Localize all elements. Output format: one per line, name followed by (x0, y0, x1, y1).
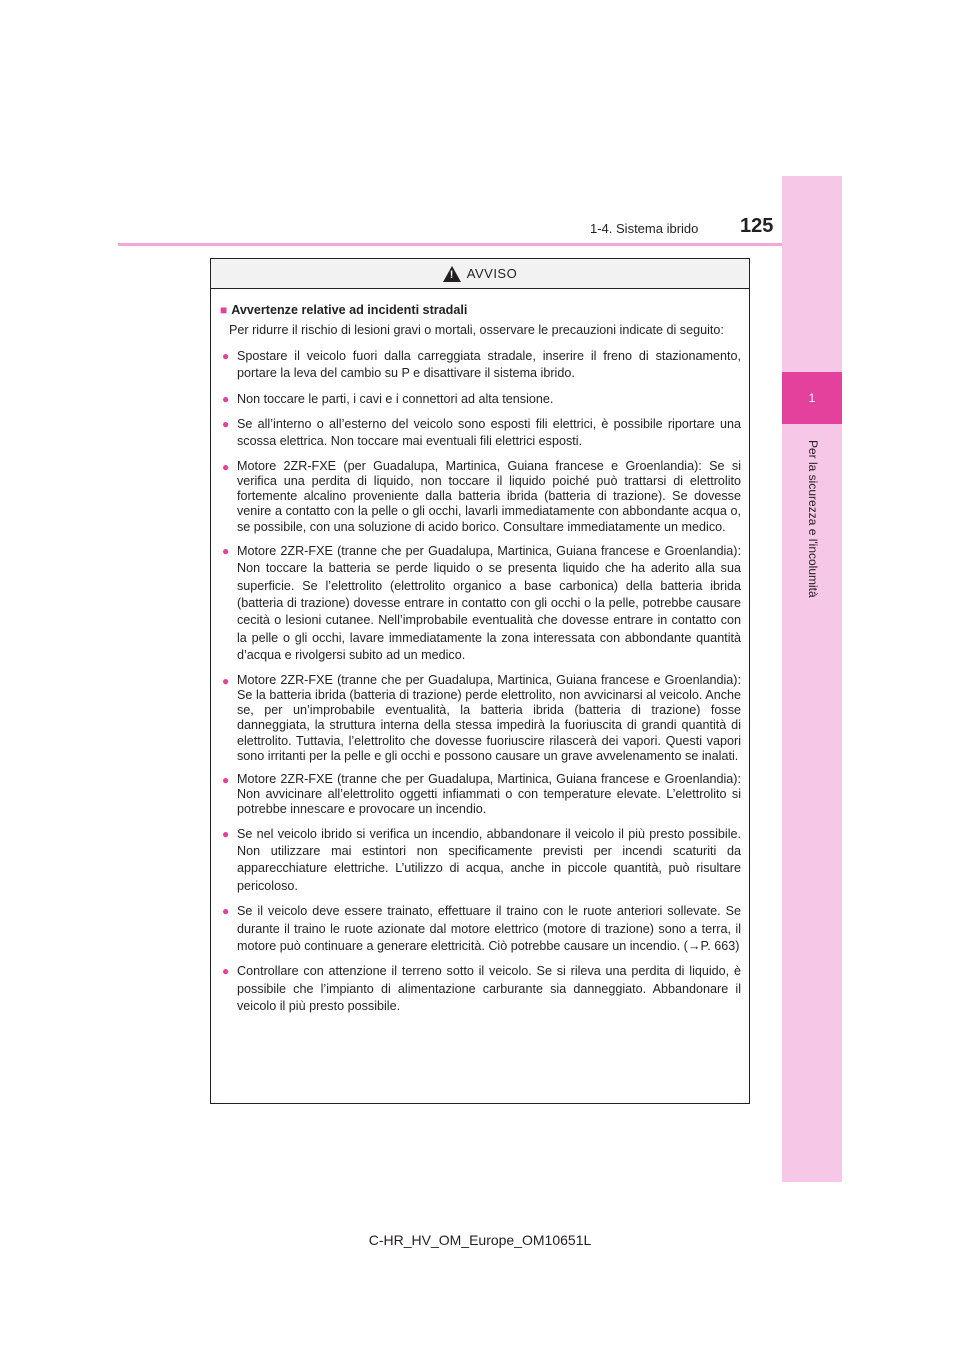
list-item (220, 348, 741, 383)
list-item-text: Non toccare le parti, i cavi e i connettori ad alta tensione. (237, 391, 554, 406)
warning-icon: ! (443, 266, 461, 282)
list-item-text: Controllare con attenzione il terreno sotto il veicolo. Se si rileva una perdita di liquido, è possibile che l’impianto di alimentazione carburante sia danneggiato. Abbandonare il veicolo il più presto possibile. (237, 964, 741, 1014)
warning-box (210, 258, 750, 1104)
list-item-text: Se all’interno o all’esterno del veicolo sono esposti fili elettrici, è possibile riportare una scossa elettrica. Non toccare mai eventuali fili elettrici esposti. (237, 417, 741, 449)
circle-bullet-icon: ● (222, 964, 230, 979)
intro-text: Per ridurre il rischio di lesioni gravi o mortali, osservare le precauzioni indicate di seguito: (229, 323, 724, 338)
list-item (220, 673, 741, 764)
list-item-text: Motore 2ZR-FXE (tranne che per Guadalupa, Martinica, Guiana francese e Groenlandia): Non toccare la batteria se perde liquido o se presenta liquido che ha aderito alla sua superficie. Se l’elettrolito (elettrolito organico a base carbonica) della batteria ibrida (batteria di trazione) dovesse entrare in contatto con gli occhi o la pelle, potrebbe causare cecità o lesioni cutanee. Nell’improbabile eventualità che dovesse entrare in contatto con la pelle o gli occhi, lavare immediatamente la zona interessata con abbondante quantità d’acqua e rivolgersi subito ad un medico. (237, 543, 741, 663)
warning-title: AVVISO (466, 266, 518, 281)
side-section-label: Per la sicurezza e l'incolumità (806, 440, 820, 598)
list-item-text: Spostare il veicolo fuori dalla carreggiata stradale, inserire il freno di stazionamento, portare la leva del cambio su P e disattivare il sistema ibrido. (237, 348, 741, 381)
circle-bullet-icon: ● (222, 459, 230, 474)
list-item (220, 772, 741, 818)
section-title: Avvertenze relative ad incidenti stradali (231, 303, 468, 317)
circle-bullet-icon: ● (222, 417, 230, 432)
warning-header (211, 259, 749, 289)
list-item-text: Se il veicolo deve essere trainato, effettuare il traino con le ruote anteriori sollevate. Se durante il traino le ruote azionate dal motore elettrico (motore di trazione) sono a terra, il motore può continuare a generare elettricità. Ciò potrebbe causare un incendio. (→P. 663) (237, 904, 741, 953)
list-item (220, 903, 741, 955)
circle-bullet-icon: ● (222, 904, 230, 919)
warning-body (211, 289, 749, 1016)
page-number: 125 (740, 215, 774, 237)
header-rule (118, 243, 782, 246)
list-item (220, 963, 741, 1015)
side-tab-number: 1 (782, 372, 842, 424)
list-item (220, 826, 741, 896)
section-heading (220, 302, 741, 319)
list-item (220, 416, 741, 451)
circle-bullet-icon: ● (222, 348, 230, 363)
circle-bullet-icon: ● (222, 391, 230, 406)
list-item-text: Motore 2ZR-FXE (tranne che per Guadalupa, Martinica, Guiana francese e Groenlandia): Non avvicinare all’elettrolito oggetti infiammati o con temperature elevate. L’elettrolito si potrebbe innescare e provocare un incendio. (237, 771, 741, 817)
list-item-text: Se nel veicolo ibrido si verifica un incendio, abbandonare il veicolo il più presto possibile. Non utilizzare mai estintori non specificamente previsti per incendi scaturiti da apparecchiature elettriche. L’utilizzo di acqua, anche in piccole quantità, può risultare pericoloso. (237, 826, 741, 893)
side-tab (782, 176, 842, 1182)
circle-bullet-icon: ● (222, 673, 230, 688)
circle-bullet-icon: ● (222, 826, 230, 841)
circle-bullet-icon: ● (222, 772, 230, 787)
square-bullet-icon: ■ (220, 303, 228, 317)
list-item (220, 391, 741, 408)
chapter-title: 1-4. Sistema ibrido (590, 221, 699, 236)
list-item (220, 543, 741, 665)
list-item-text: Motore 2ZR-FXE (tranne che per Guadalupa, Martinica, Guiana francese e Groenlandia): Se la batteria ibrida (batteria di trazione) perde elettrolito, non avvicinarsi al veicolo. Anche se, per un’improbabile eventualità, la batteria ibrida (batteria di trazione) fosse danneggiata, la struttura interna della stessa impedirà la fuoriuscita di grandi quantità di elettrolito. Tuttavia, l’elettrolito che dovesse fuoriuscire rilascerà dei vapori. Questi vapori sono irritanti per la pelle e gli occhi e possono causare un grave avvelenamento se inalati. (237, 672, 741, 763)
footer-doc-id: C-HR_HV_OM_Europe_OM10651L (368, 1232, 592, 1248)
circle-bullet-icon: ● (222, 543, 230, 558)
list-item (220, 459, 741, 535)
list-item-text: Motore 2ZR-FXE (per Guadalupa, Martinica, Guiana francese e Groenlandia): Se si verifica una perdita di liquido, non toccare il liquido poiché può trattarsi di elettrolito fortemente alcalino proveniente dalla batteria ibrida (batteria di trazione). Se dovesse venire a contatto con la pelle o gli occhi, lavarli immediatamente con abbondante acqua o, se possibile, con una soluzione di acido borico. Consultare immediatamente un medico. (237, 458, 741, 534)
